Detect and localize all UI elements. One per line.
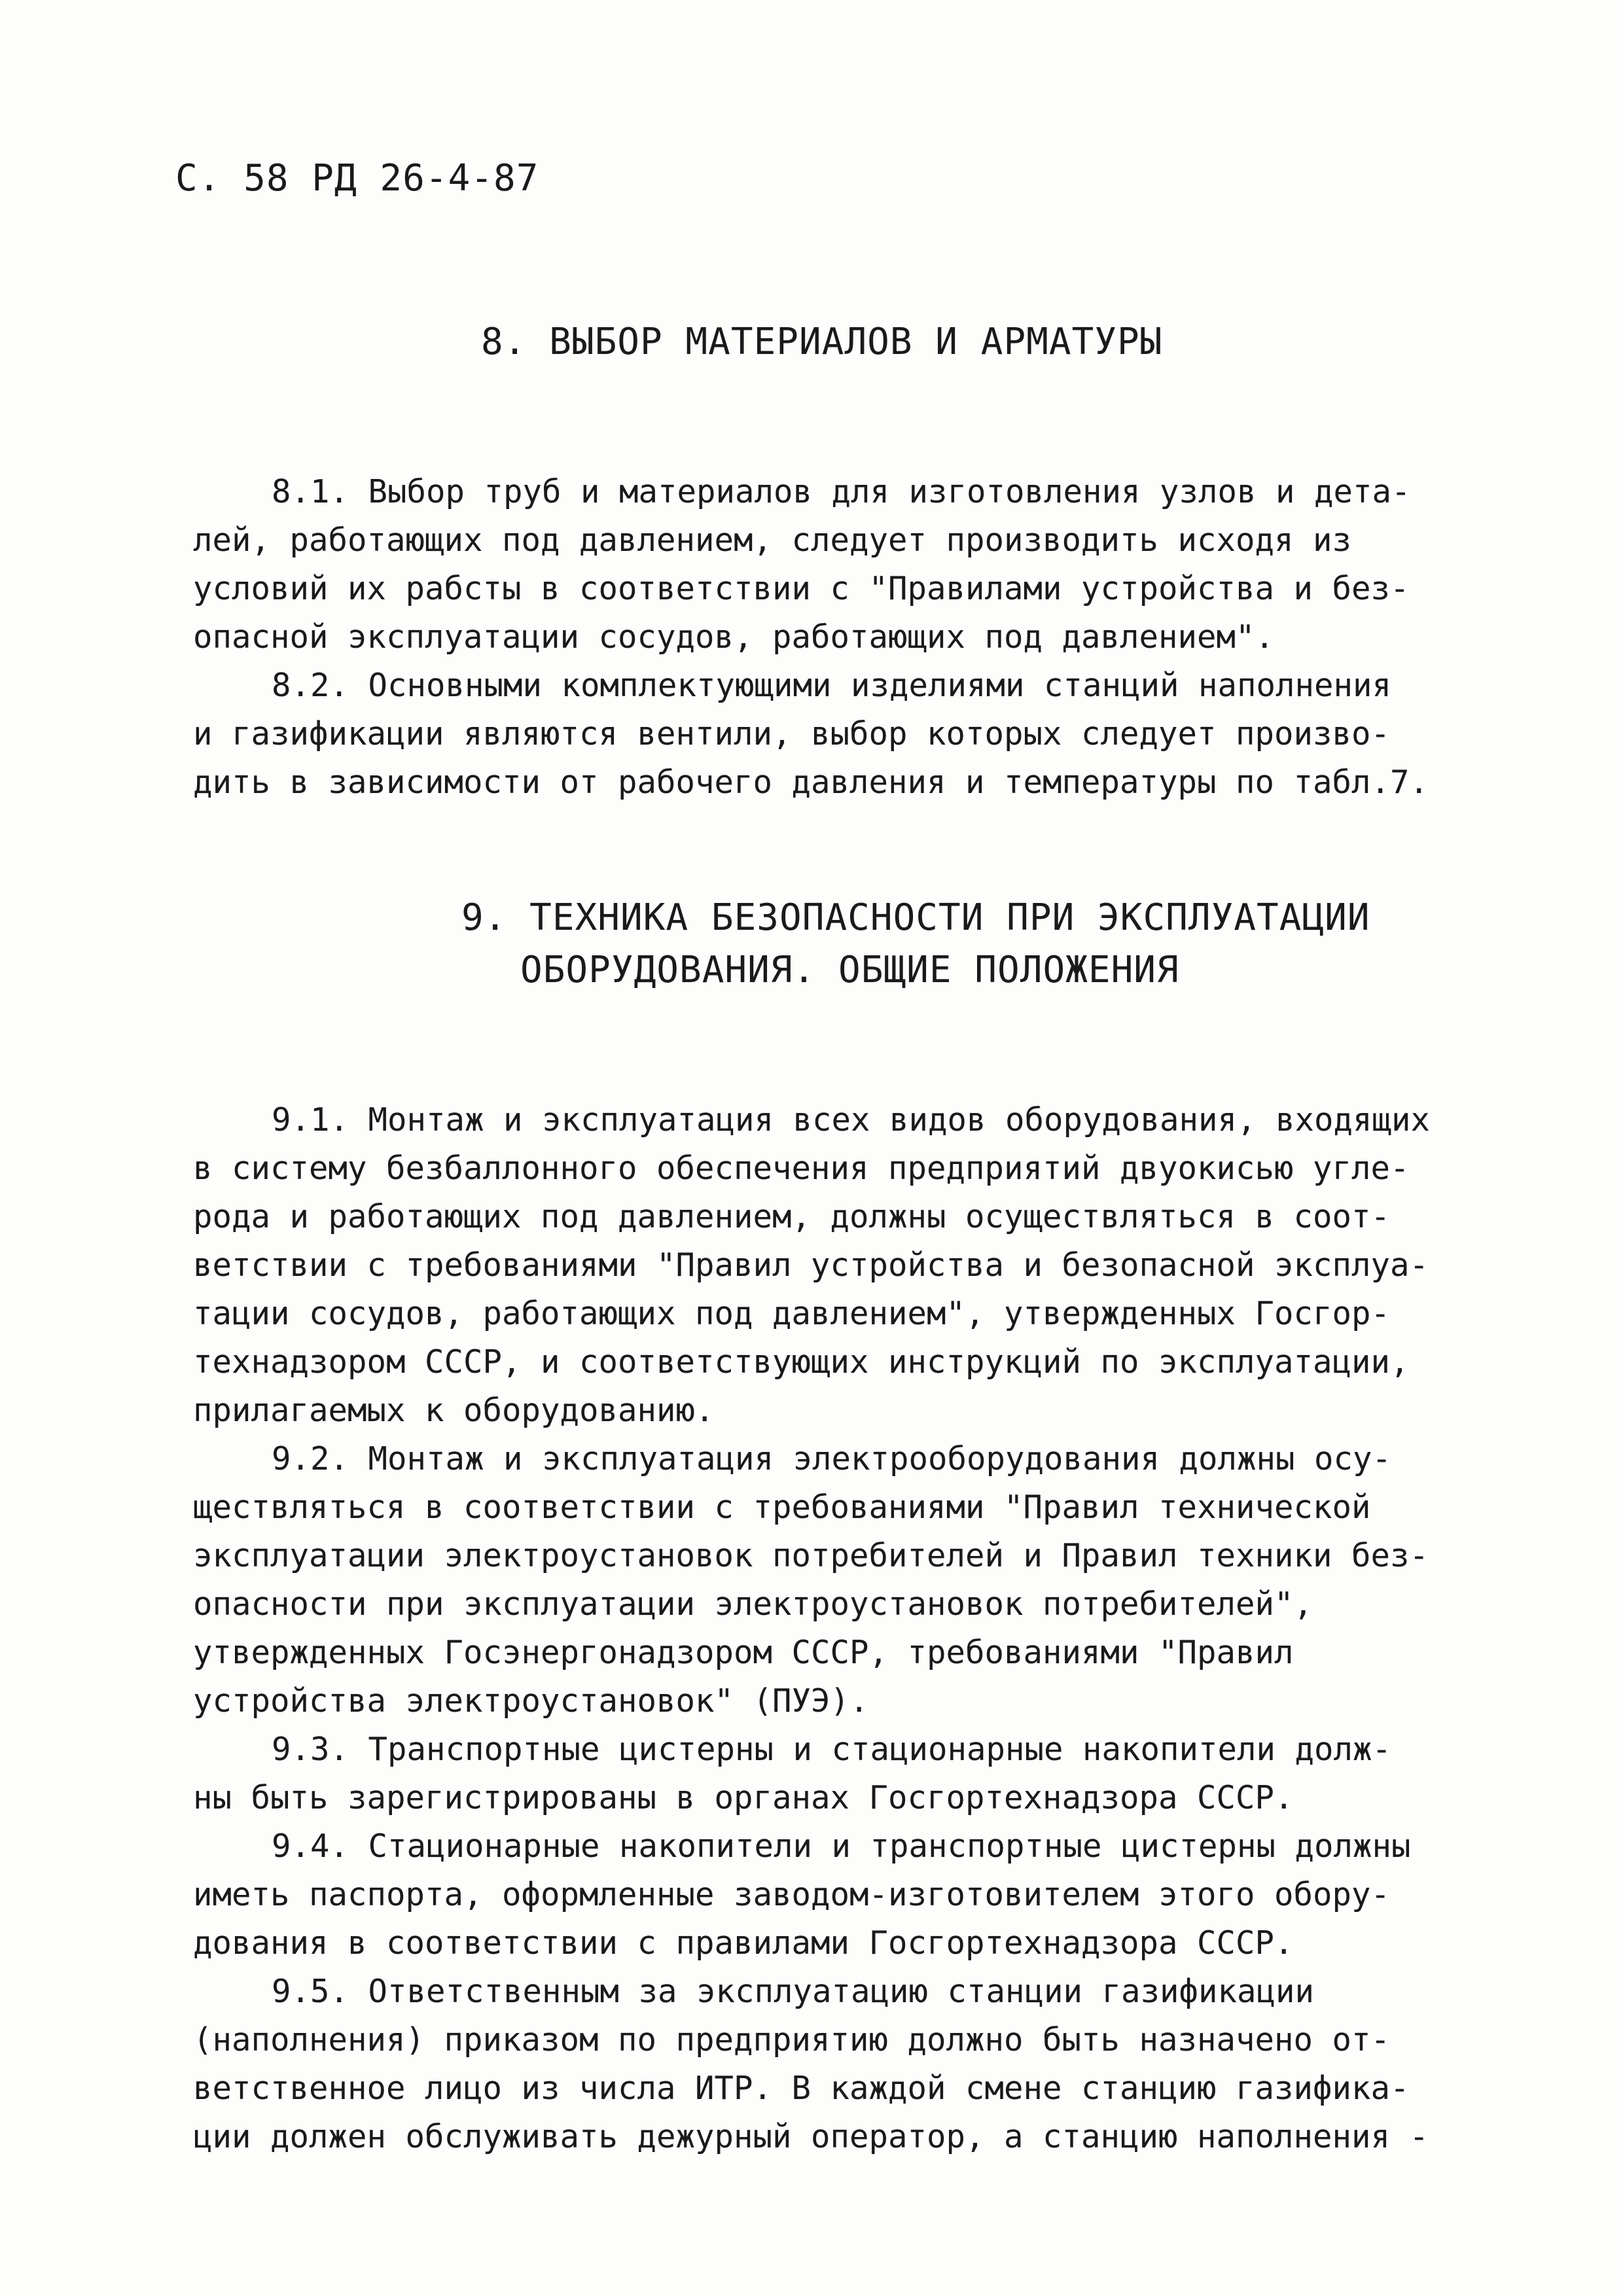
section-9-title-line-1: 9. ТЕХНИКА БЕЗОПАСНОСТИ ПРИ ЭКСПЛУАТАЦИИ — [461, 896, 1370, 939]
text-line: условий их рабсты в соответствии с "Правилами устройства и без- — [193, 570, 1410, 607]
paragraph-9-5 — [193, 1968, 1450, 2161]
text-line: 9.3. Транспортные цистерны и стационарные накопители долж- — [272, 1731, 1392, 1768]
section-9-title-line-2: ОБОРУДОВАНИЯ. ОБЩИЕ ПОЛОЖЕНИЯ — [520, 949, 1179, 991]
text-line: лей, работающих под давлением, следует производить исходя из — [193, 521, 1352, 559]
text-line: (наполнения) приказом по предприятию должно быть назначено от- — [193, 2021, 1391, 2058]
text-line: 9.4. Стационарные накопители и транспортные цистерны должны — [272, 1828, 1411, 1865]
text-line: прилагаемых к оборудованию. — [193, 1392, 715, 1429]
text-line: устройства электроустановок" (ПУЭ). — [193, 1682, 869, 1720]
text-line: иметь паспорта, оформленные заводом-изготовителем этого обору- — [193, 1876, 1391, 1913]
text-line: опасности при эксплуатации электроустановок потребителей", — [193, 1585, 1313, 1623]
paragraph-9-2 — [193, 1435, 1450, 1725]
text-line: 9.2. Монтаж и эксплуатация электрооборудования должны осу- — [272, 1440, 1392, 1477]
section-8-title: 8. ВЫБОР МАТЕРИАЛОВ И АРМАТУРЫ — [481, 321, 1163, 363]
text-line: 8.2. Основными комплектующими изделиями станций наполнения — [272, 667, 1392, 704]
paragraph-9-4 — [193, 1822, 1450, 1968]
text-line: дить в зависимости от рабочего давления и температуры по табл.7. — [193, 764, 1429, 801]
paragraph-9-1 — [193, 1096, 1450, 1435]
text-line: и газификации являются вентили, выбор которых следует произво- — [193, 715, 1391, 752]
text-line: 9.5. Ответственным за эксплуатацию станции газификации — [272, 1973, 1315, 2010]
text-line: ветственное лицо из числа ИТР. В каждой смене станцию газифика- — [193, 2070, 1410, 2107]
paragraph-9-3 — [193, 1725, 1450, 1822]
text-line: 8.1. Выбор труб и материалов для изготовления узлов и дета- — [272, 473, 1411, 510]
text-line: ции должен обслуживать дежурный оператор, а станцию наполнения - — [193, 2118, 1429, 2155]
text-line: тации сосудов, работающих под давлением", утвержденных Госгор- — [193, 1295, 1391, 1332]
text-line: опасной эксплуатации сосудов, работающих под давлением". — [193, 618, 1275, 656]
paragraph-8-2 — [193, 662, 1450, 807]
text-line: ществляться в соответствии с требованиями "Правил технической — [193, 1489, 1371, 1526]
page-header-reference: С. 58 РД 26-4-87 — [175, 157, 539, 200]
text-line: рода и работающих под давлением, должны осуществляться в соот- — [193, 1198, 1391, 1235]
text-line: 9.1. Монтаж и эксплуатация всех видов оборудования, входящих — [272, 1101, 1431, 1139]
text-line: утвержденных Госэнергонадзором СССР, требованиями "Правил — [193, 1634, 1294, 1671]
text-line: дования в соответствии с правилами Госгортехнадзора СССР. — [193, 1924, 1294, 1962]
text-line: эксплуатации электроустановок потребителей и Правил техники без- — [193, 1537, 1429, 1574]
text-line: ны быть зарегистрированы в органах Госгортехнадзора СССР. — [193, 1779, 1294, 1816]
text-line: технадзором СССР, и соответствующих инструкций по эксплуатации, — [193, 1343, 1410, 1381]
paragraph-8-1 — [193, 468, 1450, 662]
text-line: ветствии с требованиями "Правил устройства и безопасной эксплуа- — [193, 1246, 1429, 1284]
text-line: в систему безбаллонного обеспечения предприятий двуокисью угле- — [193, 1150, 1410, 1187]
